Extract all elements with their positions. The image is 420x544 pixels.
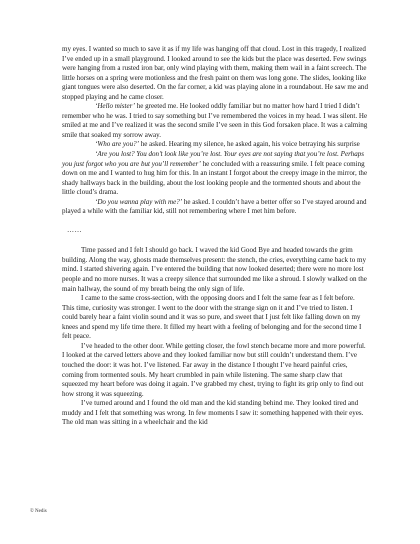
dialog-quote: ‘Do you wanna play with me?’ [95,197,183,206]
dialog-quote: ‘Hello mister’ [95,102,135,111]
section-gap [62,217,368,226]
dialog-paragraph [62,102,368,140]
paragraph: my eyes. I wanted so much to save it as if my life was hanging off that cloud. Lost in this tragedy, I realized I’ve ended up in a small playground. I looked around to see the kids but the place was deserted. Few swings were hanging from a rusted iron bar, only wind playing with them, making them wail in a faint screech. The little horses on a spring were motionless and the fresh paint on them was long gone. The slides, looking like giant tongues were also deserted. On the far corner, a kid was playing alone in a roundabout. He saw me and stopped playing and he came closer. [62,45,368,101]
section-separator: …… [67,225,83,234]
story-text [62,45,368,428]
paragraph: I’ve headed to the other door. While getting closer, the fowl stench became more and more powerful. I looked at the carved letters above and they looked familiar now but still couldn’t understand them. I’ve touched the door: it was hot. I’ve listened. Far away in the distance I thought I’ve heard painful cries, coming from tormented souls. My heart crumbled in pain while listening. The same sharp claw that squeezed my heart before was doing it again. I’ve grabbed my chest, trying to fight its grip only to find out how strong it was squeezing. [62,341,366,398]
dialog-narration: he greeted me. He looked oddly familiar but no matter how hard I tried I didn’t remember who he was. I tried to say something but I’ve remembered the voices in my head. I was silent. He smiled at me and I’ve realized it was the second smile I’ve seen in this God forsaken place. It was a calming smile that soaked my sorrow away. [62,102,368,139]
dialog-paragraph [62,198,368,217]
dialog-narration: he asked. Hearing my silence, he asked again, his voice betraying his surprise [138,140,360,149]
paragraph: I came to the same cross-section, with the opposing doors and I felt the same fear as I felt before. This time, curiosity was stronger. I went to the door with the strange sign on it and I’ve tried to listen. I could barely hear a faint violin sound and it was so pure, and sweet that I just felt like falling down on my knees and spend my life time there. It filled my heart with a feeling of belonging and for the second time I felt peace. [62,294,362,341]
paragraph: Time passed and I felt I should go back. I waved the kid Good Bye and headed towards the grim building. Along the way, ghosts made themselves present: the stench, the cries, everything came back to my mind. I started shivering again. I’ve entered the building that now looked deserted; there were no more lost people and no more nurses. It was a creepy silence that surrounded me like a shroud. I slowly walked on the main hallway, the sound of my breath being the only sign of life. [62,246,367,293]
section-gap [62,235,368,246]
paragraph: I’ve turned around and I found the old man and the kid standing behind me. They looked tired and muddy and I felt that something was wrong. In few moments I saw it: something happened with their eyes. The old man was sitting in a wheelchair and the kid [62,399,364,427]
dialog-paragraph [62,140,368,150]
dialog-quote: ‘Who are you?’ [95,140,139,149]
dialog-paragraph [62,150,368,198]
dialog-narration: he asked. I couldn’t have a better offer so I’ve stayed around and played a while with the familiar kid, still not remembering where I met him before. [62,197,367,216]
dialog-narration: he concluded with a reassuring smile. I felt peace coming down on me and I wanted to hug him for this. In an instant I forgot about the creepy image in the mirror, the shady hallways back in the building, about the lost looking people and the tormented shouts and about the little cloud’s drama. [62,159,368,197]
dialog-quote: ‘Are you lost? You don’t look like you’re lost. Your eyes are not saying that you’re lost. Perhaps you just forgot who you are but you’ll remember’ [62,150,364,168]
copyright-footer: © Nedis [30,509,47,514]
